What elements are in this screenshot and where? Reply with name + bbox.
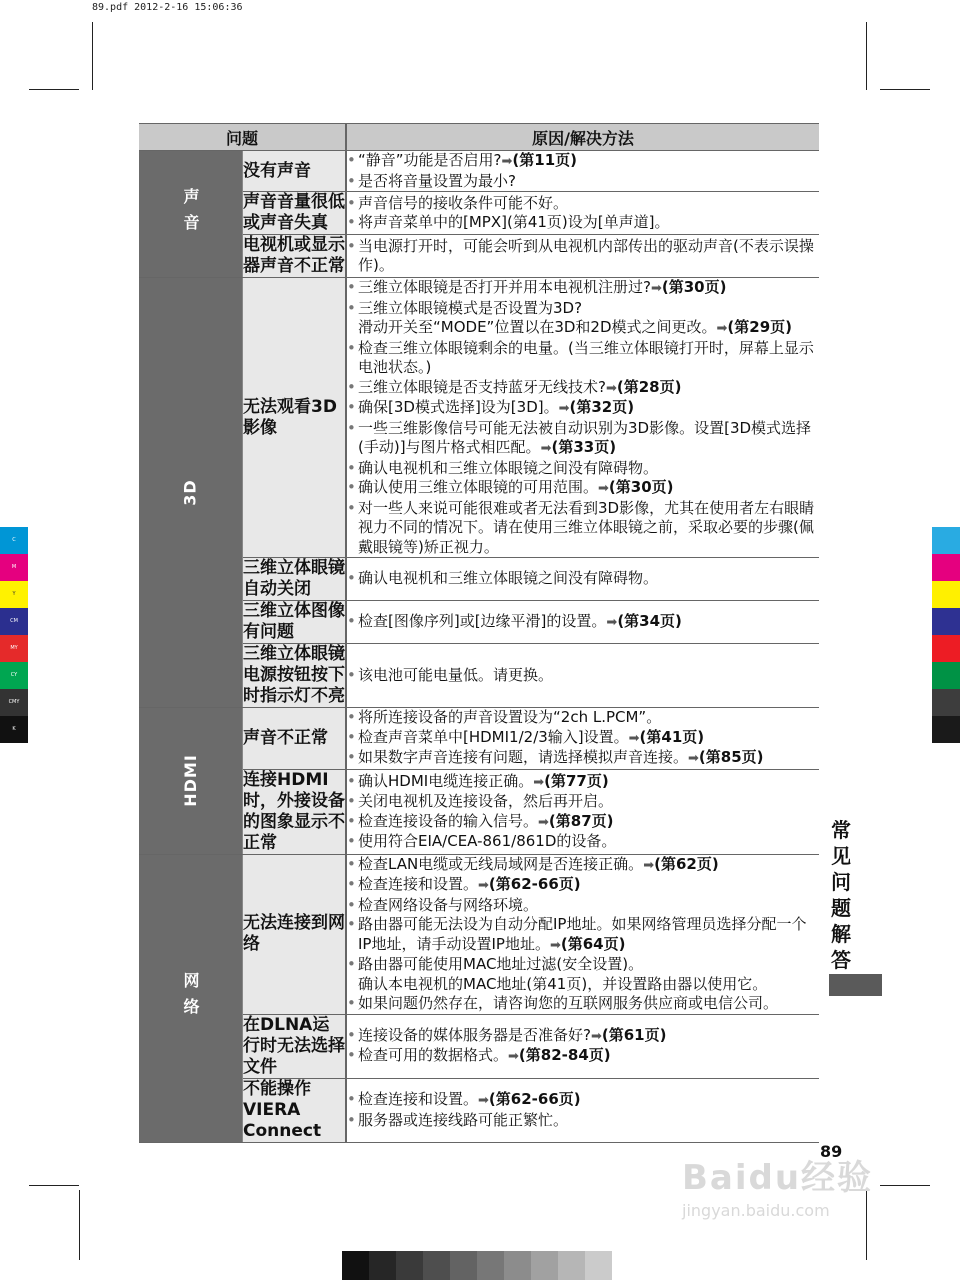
arrow-right-icon: ➡ bbox=[628, 730, 640, 746]
solution-item: • 如果问题仍然存在，请咨询您的互联网服务供应商或电信公司。 bbox=[347, 994, 819, 1014]
swatch-cmy bbox=[932, 689, 960, 716]
swatch-cmy: CMY bbox=[0, 689, 28, 716]
table-row bbox=[139, 278, 819, 558]
crop-mark bbox=[880, 89, 930, 90]
grey-swatch bbox=[396, 1251, 423, 1280]
solution-item: • 路由器可能无法设为自动分配IP地址。如果网络管理员选择分配一个IP地址，请手动设置IP地址。➡(第64页) bbox=[347, 915, 819, 955]
category-3d: 3D bbox=[139, 278, 243, 708]
watermark-url: jingyan.baidu.com bbox=[682, 1201, 830, 1220]
solution-cell bbox=[346, 644, 819, 708]
arrow-right-icon: ➡ bbox=[549, 937, 561, 953]
grey-swatch bbox=[342, 1251, 369, 1280]
arrow-right-icon: ➡ bbox=[650, 281, 662, 296]
solution-item: 确认本电视机的MAC地址(第41页)，并设置路由器以使用它。 bbox=[358, 974, 768, 993]
table-row bbox=[139, 151, 819, 192]
solution-item: • 使用符合EIA/CEA-861/861D的设备。 bbox=[347, 832, 819, 852]
problem-cell: 不能操作 VIERA Connect bbox=[243, 1078, 347, 1142]
arrow-right-icon: ➡ bbox=[590, 1028, 602, 1044]
arrow-right-icon: ➡ bbox=[688, 751, 699, 766]
solution-cell bbox=[346, 854, 819, 1014]
problem-cell: 无法连接到网络 bbox=[243, 854, 347, 1014]
solution-item: • 确认电视机和三维立体眼镜之间没有障碍物。 bbox=[347, 459, 819, 479]
grey-swatch bbox=[558, 1251, 585, 1280]
header-problem: 问题 bbox=[139, 124, 346, 151]
table-header-row bbox=[139, 124, 819, 151]
swatch-cm: CM bbox=[0, 608, 28, 635]
solution-item: • 声音信号的接收条件可能不好。 bbox=[347, 194, 819, 214]
solution-item: • 检查声音菜单中[HDMI1/2/3输入]设置。➡(第41页) bbox=[347, 728, 819, 749]
arrow-right-icon: ➡ bbox=[508, 1049, 519, 1064]
problem-cell: 电视机或显示器声音不正常 bbox=[243, 235, 345, 276]
swatch-k bbox=[932, 716, 960, 743]
page-number: 89 bbox=[820, 1142, 843, 1161]
category-hdmi: HDMI bbox=[139, 708, 243, 855]
problem-cell: 三维立体眼镜自动关闭 bbox=[243, 558, 345, 599]
problem-cell: 声音音量很低或声音失真 bbox=[243, 192, 345, 233]
solution-item: • 检查网络设备与网络环境。 bbox=[347, 896, 819, 916]
solution-item: • 三维立体眼镜模式是否设置为3D? bbox=[347, 299, 819, 319]
solution-item: • 检查连接设备的输入信号。➡(第87页) bbox=[347, 812, 819, 833]
solution-item: • 当电源打开时，可能会听到从电视机内部传出的驱动声音(不表示误操作)。 bbox=[347, 237, 819, 276]
solution-cell bbox=[346, 708, 819, 770]
crop-mark bbox=[92, 22, 93, 90]
table-row bbox=[139, 708, 819, 770]
solution-item: • 检查三维立体眼镜剩余的电量。(当三维立体眼镜打开时，屏幕上显示电池状态。) bbox=[347, 339, 819, 378]
crop-mark bbox=[29, 1185, 79, 1186]
swatch-cm bbox=[932, 608, 960, 635]
swatch-c: C bbox=[0, 527, 28, 554]
swatch-c bbox=[932, 527, 960, 554]
arrow-right-icon: ➡ bbox=[558, 401, 570, 416]
solution-item: • 检查[图像序列]或[边缘平滑]的设置。➡(第34页) bbox=[347, 612, 819, 633]
arrow-right-icon: ➡ bbox=[478, 1093, 489, 1108]
crop-mark bbox=[79, 1190, 80, 1260]
arrow-right-icon: ➡ bbox=[533, 774, 545, 790]
solution-item: • “静音”功能是否启用?➡(第11页) bbox=[347, 151, 819, 172]
crop-mark bbox=[866, 22, 867, 90]
watermark bbox=[682, 1150, 912, 1220]
grey-swatch bbox=[423, 1251, 450, 1280]
arrow-right-icon: ➡ bbox=[643, 857, 655, 873]
swatch-y bbox=[932, 581, 960, 608]
solution-item: • 检查连接和设置。➡(第62-66页) bbox=[347, 875, 819, 896]
swatch-m bbox=[932, 554, 960, 581]
grey-swatch bbox=[369, 1251, 396, 1280]
arrow-right-icon: ➡ bbox=[605, 380, 617, 396]
solution-cell bbox=[346, 192, 819, 235]
problem-cell: 声音不正常 bbox=[243, 708, 347, 770]
arrow-right-icon: ➡ bbox=[478, 878, 489, 893]
solution-item: • 路由器可能使用MAC地址过滤(安全设置)。 bbox=[347, 955, 819, 975]
color-bar-right bbox=[932, 527, 960, 743]
problem-cell: 无法观看3D影像 bbox=[243, 278, 347, 558]
solution-item: • 检查连接和设置。➡(第62-66页) bbox=[347, 1090, 819, 1111]
solution-item: • 检查LAN电缆或无线局域网是否连接正确。➡(第62页) bbox=[347, 855, 819, 876]
swatch-cy: CY bbox=[0, 662, 28, 689]
problem-cell: 连接HDMI时，外接设备的图象显示不正常 bbox=[243, 769, 345, 853]
arrow-right-icon: ➡ bbox=[598, 481, 609, 496]
solution-item: • 确保[3D模式选择]设为[3D]。➡(第32页) bbox=[347, 398, 819, 419]
color-bar-left bbox=[0, 527, 28, 743]
swatch-my: MY bbox=[0, 635, 28, 662]
solution-item: • 三维立体眼镜是否打开并用本电视机注册过?➡(第30页) bbox=[347, 278, 819, 299]
grey-swatch bbox=[477, 1251, 504, 1280]
solution-cell bbox=[346, 278, 819, 558]
grey-swatch bbox=[531, 1251, 558, 1280]
arrow-right-icon: ➡ bbox=[606, 614, 618, 630]
header-solution: 原因/解决方法 bbox=[346, 124, 819, 151]
table-row bbox=[139, 854, 819, 1014]
solution-cell bbox=[346, 769, 819, 854]
solution-item: 滑动开关至“MODE”位置以在3D和2D模式之间更改。➡(第29页) bbox=[358, 318, 793, 336]
solution-item: • 如果数字声音连接有问题，请选择模拟声音连接。➡(第85页) bbox=[347, 748, 819, 769]
solution-item: • 确认电视机和三维立体眼镜之间没有障碍物。 bbox=[347, 569, 819, 589]
solution-item: • 确认HDMI电缆连接正确。➡(第77页) bbox=[347, 772, 819, 793]
grey-swatch bbox=[585, 1251, 612, 1280]
solution-cell bbox=[346, 1014, 819, 1078]
file-header: 89.pdf 2012-2-16 15:06:36 bbox=[92, 2, 243, 13]
solution-cell bbox=[346, 601, 819, 644]
solution-item: • 是否将音量设置为最小? bbox=[347, 172, 819, 192]
arrow-right-icon: ➡ bbox=[501, 154, 513, 169]
arrow-right-icon: ➡ bbox=[540, 441, 552, 456]
solution-item: • 三维立体眼镜是否支持蓝牙无线技术?➡(第28页) bbox=[347, 378, 819, 399]
solution-item: • 服务器或连接线路可能正繁忙。 bbox=[347, 1111, 819, 1131]
solution-cell bbox=[346, 235, 819, 278]
side-section-title: 常见问题解答 bbox=[831, 818, 851, 972]
swatch-k: K bbox=[0, 716, 28, 743]
category-network: 网络 bbox=[139, 854, 243, 1142]
solution-item: • 连接设备的媒体服务器是否准备好?➡(第61页) bbox=[347, 1026, 819, 1047]
problem-cell: 没有声音 bbox=[243, 151, 347, 192]
solution-cell bbox=[346, 1078, 819, 1142]
swatch-y: Y bbox=[0, 581, 28, 608]
solution-item: • 对一些人来说可能很难或者无法看到3D影像，尤其在使用者左右眼睛视力不同的情况下。请在使用三维立体眼镜之前，采取必要的步骤(佩戴眼镜等)矫正视力。 bbox=[347, 499, 819, 558]
grey-swatch bbox=[450, 1251, 477, 1280]
crop-mark bbox=[29, 89, 79, 90]
swatch-m: M bbox=[0, 554, 28, 581]
problem-cell: 在DLNA运行时无法选择文件 bbox=[243, 1014, 345, 1077]
solution-cell bbox=[346, 558, 819, 601]
watermark-logo-text: Baidu经验 bbox=[682, 1158, 874, 1198]
swatch-my bbox=[932, 635, 960, 662]
arrow-right-icon: ➡ bbox=[538, 814, 549, 830]
solution-item: • 将声音菜单中的[MPX](第41页)设为[单声道]。 bbox=[347, 213, 819, 233]
solution-item: • 检查可用的数据格式。➡(第82-84页) bbox=[347, 1046, 819, 1067]
solution-item: • 将所连接设备的声音设置设为“2ch L.PCM”。 bbox=[347, 708, 819, 728]
problem-cell: 三维立体眼镜电源按钮按下时指示灯不亮 bbox=[243, 644, 345, 706]
troubleshooting-table bbox=[139, 123, 819, 1143]
solution-item: • 一些三维影像信号可能无法被自动识别为3D影像。设置[3D模式选择(手动)]与图片格式相匹配。➡(第33页) bbox=[347, 419, 819, 459]
solution-item: • 该电池可能电量低。请更换。 bbox=[347, 666, 819, 686]
category-sound: 声音 bbox=[139, 151, 243, 278]
arrow-right-icon: ➡ bbox=[716, 321, 728, 336]
swatch-cy bbox=[932, 662, 960, 689]
problem-cell: 三维立体图像有问题 bbox=[243, 601, 345, 642]
solution-cell bbox=[346, 151, 819, 192]
solution-item: • 确认使用三维立体眼镜的可用范围。➡(第30页) bbox=[347, 478, 819, 499]
grey-scale-strip bbox=[342, 1251, 612, 1280]
grey-swatch bbox=[504, 1251, 531, 1280]
solution-item: • 关闭电视机及连接设备，然后再开启。 bbox=[347, 792, 819, 812]
section-tab-marker bbox=[829, 974, 882, 996]
